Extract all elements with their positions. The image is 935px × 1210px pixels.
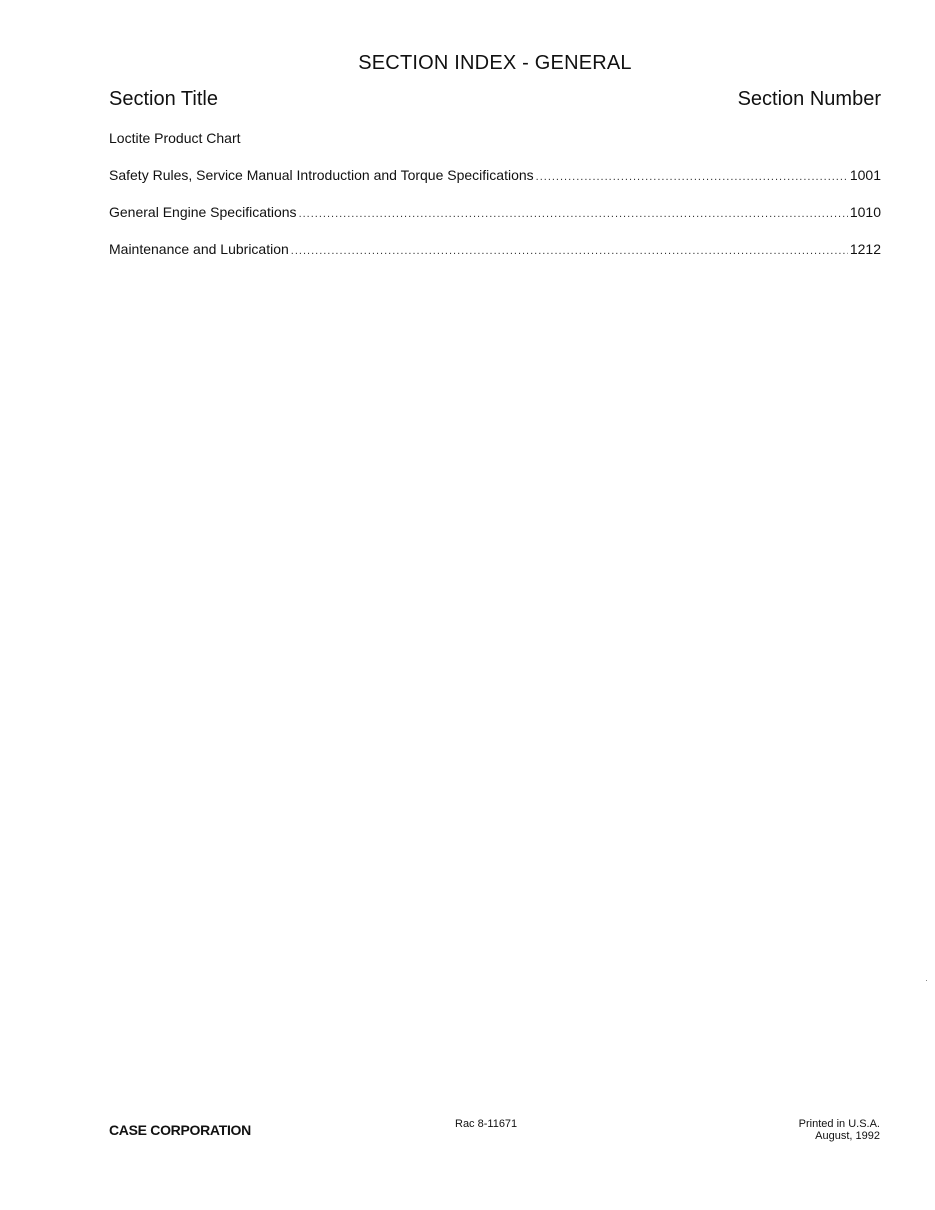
page-title: SECTION INDEX - GENERAL	[358, 52, 632, 74]
footer-printed-in: Printed in U.S.A.	[798, 1118, 880, 1130]
section-index-list	[109, 130, 881, 278]
entry-title: Safety Rules, Service Manual Introduction and Torque Specifications	[109, 167, 534, 183]
entry-title: Maintenance and Lubrication	[109, 241, 289, 257]
section-number-header: Section Number	[737, 88, 881, 110]
footer-print-info	[799, 1118, 880, 1142]
list-item	[109, 130, 881, 167]
list-item	[109, 204, 881, 241]
page-footer	[109, 1118, 880, 1158]
footer-date: August, 1992	[815, 1130, 880, 1142]
entry-number: 1001	[849, 167, 881, 183]
list-item	[109, 167, 881, 204]
dot-leader	[299, 208, 848, 220]
entry-number: 1010	[849, 204, 881, 220]
footer-document-code: Rac 8-11671	[455, 1118, 518, 1130]
entry-title: General Engine Specifications	[109, 204, 297, 220]
footer-company: CASE CORPORATION	[109, 1122, 251, 1138]
section-title-header: Section Title	[109, 88, 218, 110]
scan-speck	[926, 980, 927, 981]
list-item	[109, 241, 881, 278]
entry-number: 1212	[849, 241, 881, 257]
column-header-row	[109, 88, 881, 111]
dot-leader	[536, 171, 848, 183]
entry-title: Loctite Product Chart	[109, 130, 241, 146]
dot-leader	[291, 245, 848, 257]
